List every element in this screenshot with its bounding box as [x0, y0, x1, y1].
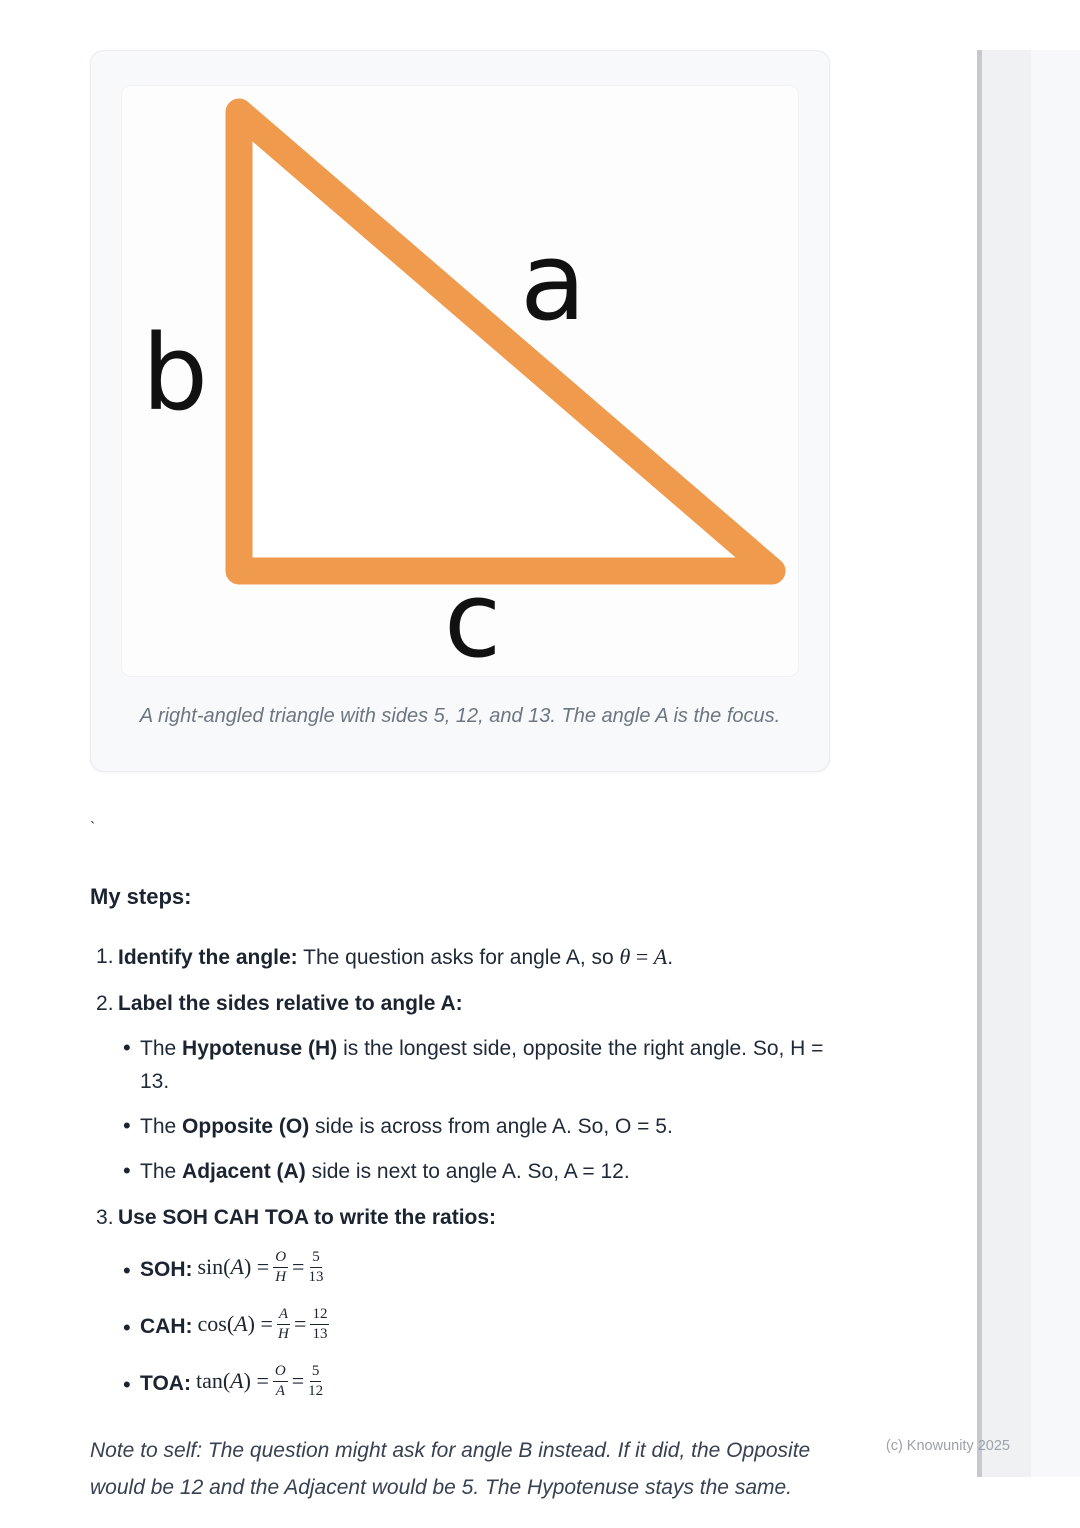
step-bold-lead: Identify the angle:: [118, 946, 298, 969]
bullet-cah: • CAH: cos(A) = $\frac{A}{H}$ = $\frac{12}{13}$: [140, 1303, 830, 1349]
bullet-hypotenuse: • The Hypotenuse (H) is the longest side, opposite the right angle. So, H = 13.: [140, 1032, 830, 1098]
triangle-shape: [239, 112, 772, 571]
triangle-figure-card: [90, 50, 830, 772]
scrollbar-track[interactable]: [982, 50, 1031, 1477]
document-body: [90, 50, 830, 1506]
step-bold-lead: Label the sides relative to angle A:: [118, 992, 463, 1015]
stray-backtick: `: [90, 820, 96, 837]
triangle-side-label-b: b: [142, 312, 209, 434]
right-triangle-drawing: [122, 86, 799, 676]
triangle-side-label-a: a: [520, 220, 587, 345]
step-bold-lead: Use SOH CAH TOA to write the ratios:: [118, 1206, 497, 1229]
step-text: The question asks for angle A, so: [303, 946, 614, 969]
note-to-self: Note to self: The question might ask for angle B instead. If it did, the Opposite would be 12 and the Adjacent would be 5. The Hypotenuse stays the same.: [90, 1439, 811, 1499]
inline-math-theta-equals-a: θ = A: [619, 944, 668, 969]
bullet-soh: • SOH: sin(A) = $\frac{O}{H}$ = $\frac{5}{13}$: [140, 1246, 830, 1292]
inline-math-tan: tan(A) = $\frac{O}{A}$ = $\frac{5}{12}$: [195, 1362, 324, 1399]
figure-caption: A right-angled triangle with sides 5, 12, and 13. The angle A is the focus.: [139, 705, 781, 727]
step-soh-cah-toa: [118, 1201, 830, 1406]
steps-list: [90, 940, 830, 1406]
side-definitions-list: [118, 1032, 830, 1188]
step-label-sides: [118, 987, 830, 1188]
inline-math-sin: sin(A) = $\frac{O}{H}$ = $\frac{5}{13}$: [197, 1248, 324, 1285]
bullet-opposite: • The Opposite (O) side is across from angle A. So, O = 5.: [140, 1110, 830, 1143]
inline-math-cos: cos(A) = $\frac{A}{H}$ = $\frac{12}{13}$: [197, 1305, 328, 1342]
triangle-side-label-c: c: [444, 559, 502, 676]
ratio-list: [118, 1246, 830, 1406]
copyright-notice: (c) Knowunity 2025: [885, 1438, 1010, 1454]
bullet-adjacent: • The Adjacent (A) side is next to angle A. So, A = 12.: [140, 1155, 830, 1188]
section-heading: My steps:: [90, 884, 192, 909]
scrollbar-thumb[interactable]: [977, 50, 982, 1477]
triangle-image: [121, 85, 799, 677]
right-edge-panel-outer: [1031, 50, 1080, 1477]
bullet-toa: • TOA: tan(A) = $\frac{O}{A}$ = $\frac{5}{12}$: [140, 1360, 830, 1406]
step-identify-angle: Identify the angle: The question asks for angle A, so θ = A.: [118, 944, 674, 969]
